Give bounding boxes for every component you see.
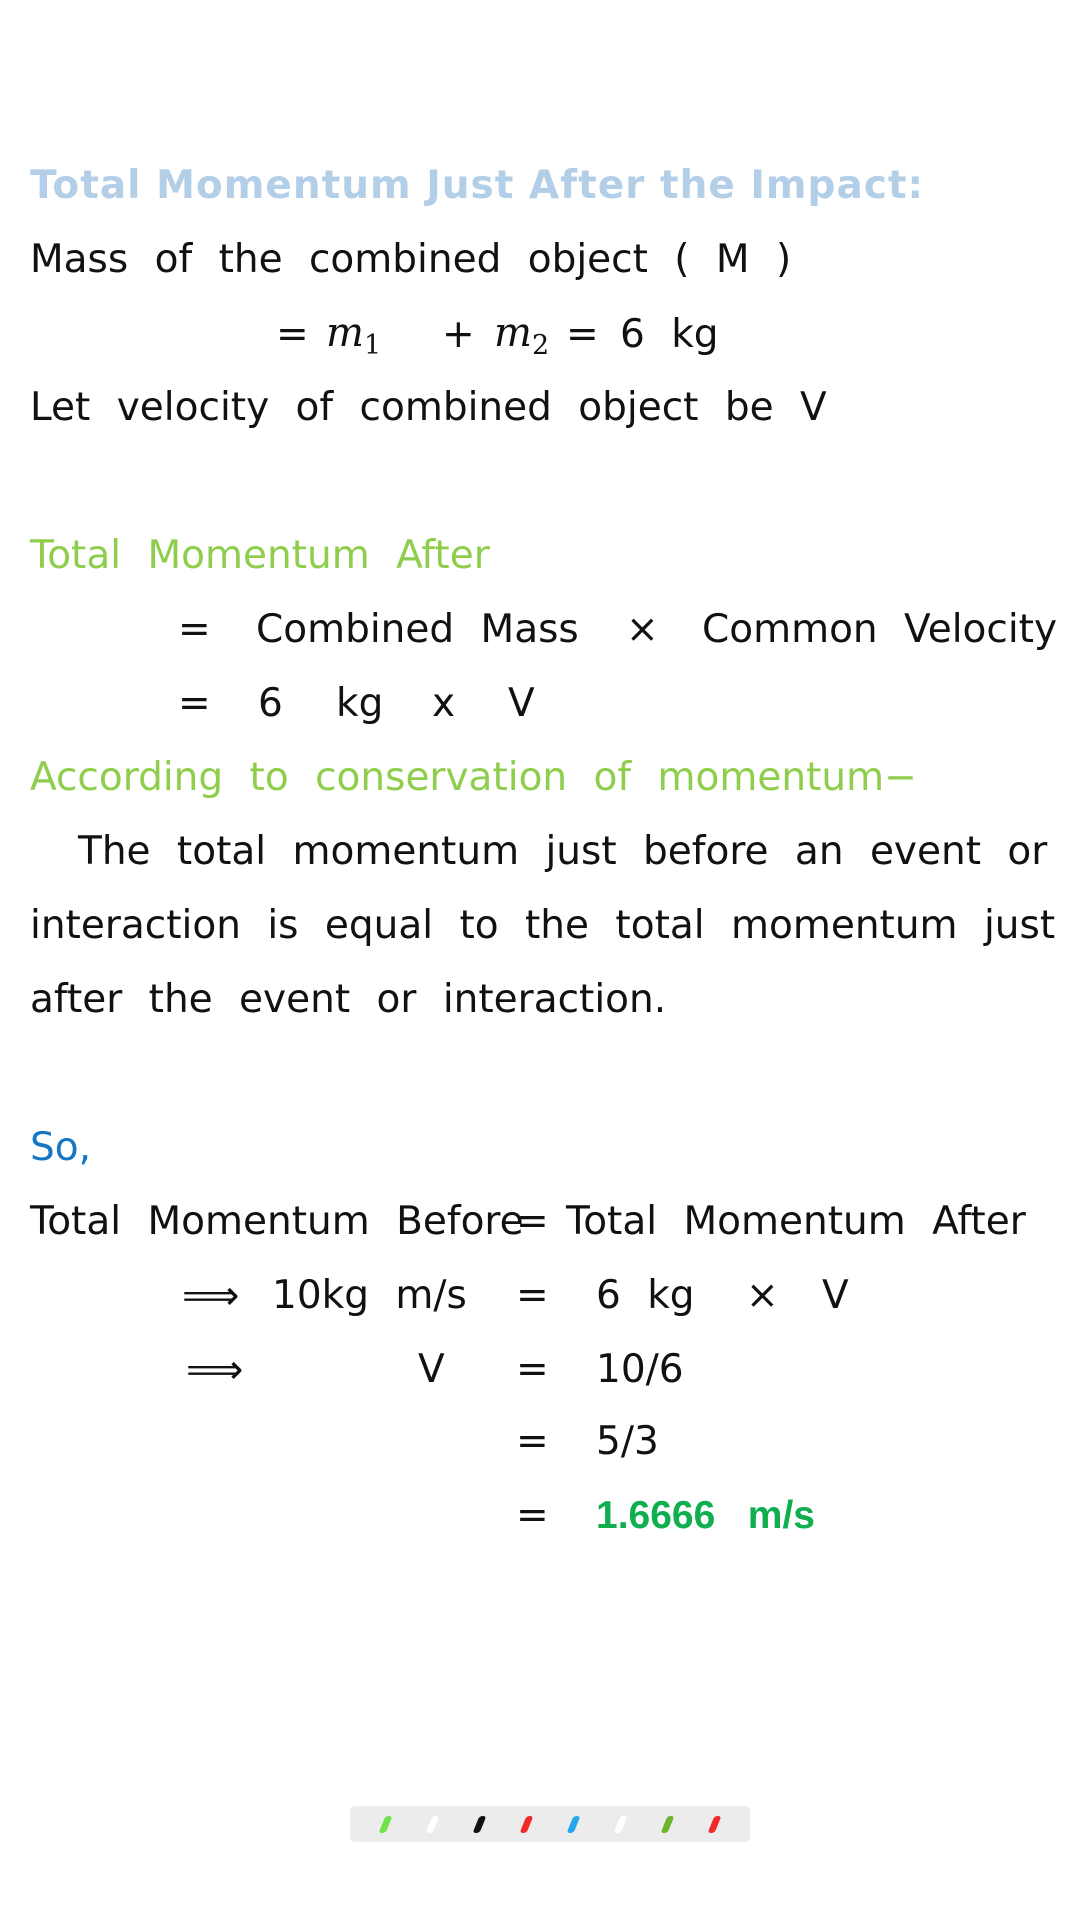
- mass-value: 6 kg: [620, 312, 719, 357]
- white-pen-icon[interactable]: [614, 1816, 628, 1833]
- olive-green-pen-icon[interactable]: [661, 1816, 675, 1833]
- red-pen-icon[interactable]: [708, 1816, 722, 1833]
- m2-symbol: $m_2$: [494, 310, 550, 361]
- red-pen-icon[interactable]: [520, 1816, 534, 1833]
- combined-mass-text: Combined Mass: [256, 607, 579, 652]
- mass-combined-object-text: Mass of the combined object ( M ): [30, 237, 792, 282]
- paragraph-line-1: The total momentum just before an event or: [78, 829, 1048, 874]
- equals-sign: =: [516, 1273, 549, 1318]
- paragraph-line-3: after the event or interaction.: [30, 977, 667, 1022]
- velocity-definition-text: Let velocity of combined object be V: [30, 385, 827, 430]
- implies-arrow-icon: ⟹: [182, 1273, 240, 1319]
- heading-conservation-of-momentum: According to conservation of momentum−: [30, 755, 917, 800]
- momentum-before-value: 10kg m/s: [272, 1273, 467, 1318]
- equals-sign: =: [178, 681, 211, 726]
- heading-total-momentum-after: Total Momentum After: [30, 533, 490, 578]
- equals-sign: =: [276, 312, 309, 357]
- velocity-variable: V: [418, 1347, 445, 1392]
- paragraph-line-2: interaction is equal to the total momentum just: [30, 903, 1056, 948]
- so-heading: So,: [30, 1125, 92, 1170]
- total-momentum-after-text: Total Momentum After: [566, 1199, 1026, 1244]
- equals-sign: =: [516, 1347, 549, 1392]
- blue-pen-icon[interactable]: [567, 1816, 581, 1833]
- plus-sign: +: [442, 312, 475, 357]
- fraction-10-6: 10/6: [596, 1347, 684, 1392]
- equals-sign: =: [516, 1419, 549, 1464]
- mass-value: 6 kg: [596, 1273, 695, 1318]
- equals-sign: =: [566, 312, 599, 357]
- implies-arrow-icon: ⟹: [186, 1347, 244, 1393]
- m1-symbol: $m_1$: [326, 310, 382, 361]
- black-pen-icon[interactable]: [473, 1816, 487, 1833]
- equals-sign: =: [178, 607, 211, 652]
- velocity-variable: V: [822, 1273, 849, 1318]
- white-pen-icon[interactable]: [426, 1816, 440, 1833]
- equals-sign: =: [516, 1199, 549, 1244]
- total-momentum-before-text: Total Momentum Before: [30, 1199, 524, 1244]
- green-pen-icon[interactable]: [379, 1816, 393, 1833]
- mass-number: 6: [258, 681, 283, 726]
- times-sign: ×: [626, 607, 659, 652]
- final-velocity-result: 1.6666 m/s: [596, 1494, 815, 1537]
- fraction-5-3: 5/3: [596, 1419, 659, 1464]
- times-sign: x: [432, 681, 456, 726]
- equals-sign: =: [516, 1493, 549, 1538]
- pen-color-toolbar: [350, 1806, 750, 1842]
- velocity-variable: V: [508, 681, 535, 726]
- times-sign: ×: [746, 1273, 779, 1318]
- mass-unit: kg: [336, 681, 384, 726]
- common-velocity-text: Common Velocity: [702, 607, 1058, 652]
- heading-total-momentum-after-impact: Total Momentum Just After the Impact:: [30, 163, 925, 208]
